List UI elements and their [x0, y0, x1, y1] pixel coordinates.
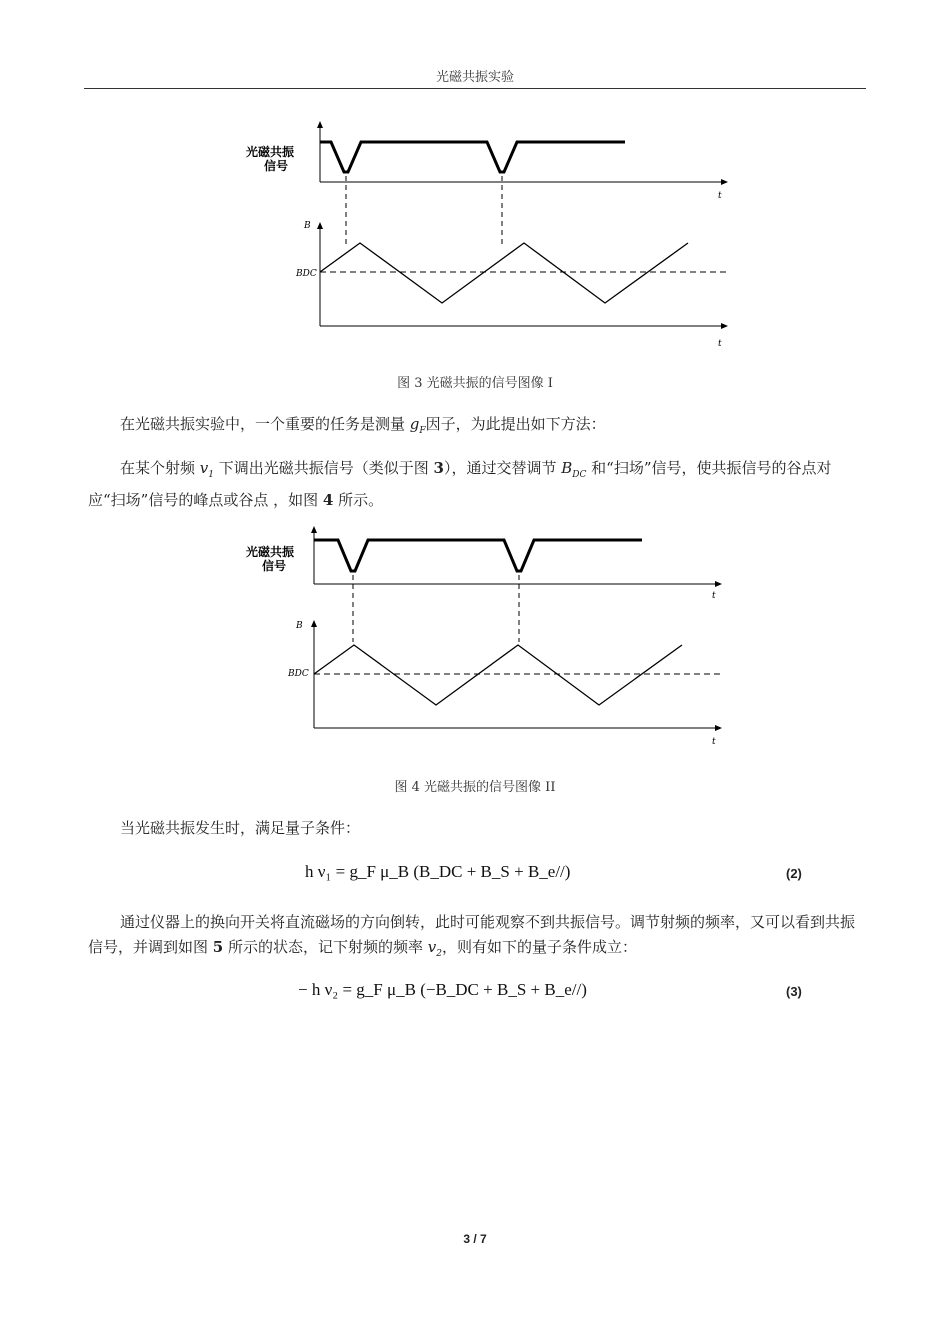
- figure-4-caption: 图 4 光磁共振的信号图像 II: [394, 780, 556, 795]
- para1-text-b: 因子，为此提出如下方法：: [425, 415, 606, 433]
- fig4-t-label-bottom: t: [712, 737, 716, 747]
- figure-4: [234, 520, 734, 760]
- fig3-signal-trace: [320, 142, 625, 172]
- paragraph-2: [88, 456, 864, 513]
- para2-t1: 在某个射频: [120, 459, 200, 477]
- fig3-bdc-label: BDC: [296, 269, 317, 279]
- para2-nu-sub: 1: [208, 470, 214, 480]
- fig3-sweep-trace: [320, 243, 688, 303]
- para4-t2: 所示的状态，记下射频的频率: [223, 938, 428, 956]
- page-header: 光磁共振实验: [435, 70, 514, 85]
- para3-text: 当光磁共振发生时，满足量子条件：: [120, 819, 361, 837]
- para2-b-sub: DC: [572, 470, 587, 480]
- equation-3: − h ν₂ = g_F μ_B (−B_DC + B_S + B_e//): [298, 980, 587, 999]
- fig3-b-label: B: [304, 221, 311, 231]
- fig3-signal-label-2: 信号: [264, 159, 289, 173]
- equation-3-number: (3): [786, 984, 802, 999]
- para2-t3: ），通过交替调节: [443, 459, 562, 477]
- fig4-sweep-trace: [314, 645, 682, 705]
- fig4-signal-label-2: 信号: [262, 559, 287, 573]
- para4-fig-num: 5: [212, 938, 224, 956]
- para2-fig-num2: 4: [322, 491, 334, 509]
- para1-g-symbol: g: [409, 415, 420, 433]
- fig4-t-label-top: t: [712, 591, 716, 601]
- para2-t4: 和“扫场”信号，使共振信号的谷点对应“扫场”信号的峰点或谷点 ，如图: [88, 459, 832, 509]
- para2-t2: 下调出光磁共振信号（类似于图: [214, 459, 434, 477]
- para2-fig-num: 3: [433, 459, 444, 477]
- para4-t1: 通过仪器上的换向开关将直流磁场的方向倒转，此时可能观察不到共振信号。调节射频的频率，又可以看到共振信号，并调到如图: [88, 913, 856, 956]
- paragraph-3: [88, 816, 864, 841]
- figure-3-caption: 图 3 光磁共振的信号图像 I: [397, 376, 553, 391]
- fig4-bdc-label: BDC: [288, 669, 309, 679]
- para2-b: B: [561, 459, 573, 477]
- fig3-t-label-bottom: t: [718, 339, 722, 349]
- paragraph-4: [88, 910, 864, 967]
- fig4-b-label: B: [296, 621, 303, 631]
- para4-nu-sub: 2: [436, 949, 442, 959]
- header-rule: [84, 88, 866, 89]
- equation-2-number: (2): [786, 866, 802, 881]
- equation-2: h ν₁ = g_F μ_B (B_DC + B_S + B_e//): [305, 862, 571, 881]
- para2-t5: 所示。: [333, 491, 384, 509]
- fig3-signal-label-1: 光磁共振: [246, 145, 295, 159]
- para2-nu: v: [199, 459, 209, 477]
- para1-text-a: 在光磁共振实验中，一个重要的任务是测量: [120, 415, 410, 433]
- page-number: 3 / 7: [463, 1232, 487, 1246]
- fig3-t-label-top: t: [718, 191, 722, 201]
- figure-3: [240, 118, 740, 358]
- fig4-signal-trace: [314, 540, 642, 571]
- para4-nu: v: [427, 938, 437, 956]
- fig4-signal-label-1: 光磁共振: [246, 545, 295, 559]
- paragraph-1: [88, 412, 864, 444]
- para4-t3: ，则有如下的量子条件成立：: [441, 938, 637, 956]
- para1-g-subscript: F: [419, 426, 426, 436]
